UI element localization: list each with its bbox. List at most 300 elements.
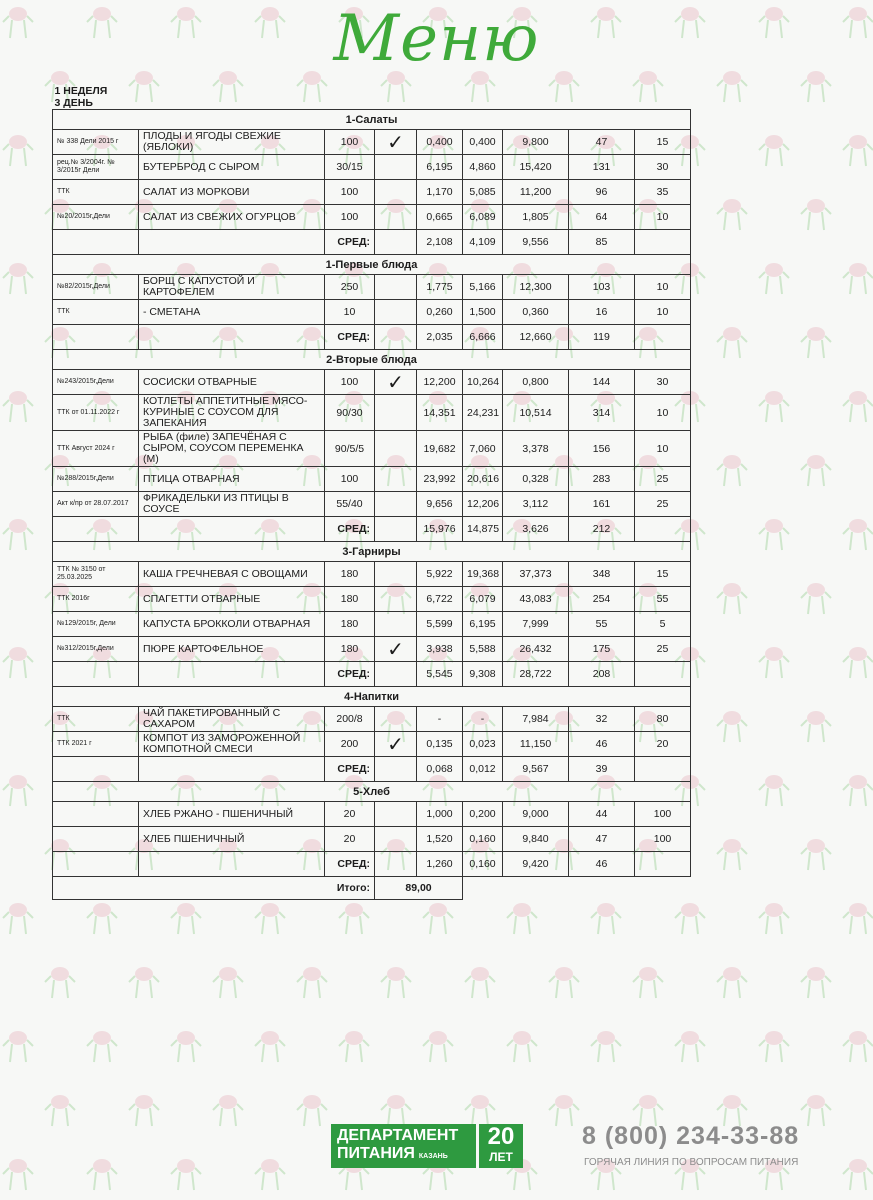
watermark-mascot-icon bbox=[507, 1031, 537, 1062]
recipe-ref: №312/2015г,Дели bbox=[53, 637, 139, 662]
recipe-ref: Акт к/пр от 28.07.2017 bbox=[53, 492, 139, 517]
watermark-mascot-icon bbox=[717, 839, 747, 870]
empty-cell bbox=[53, 852, 139, 877]
recipe-ref: ТТК № 3150 от 25.03.2025 bbox=[53, 562, 139, 587]
price-value: 20 bbox=[635, 732, 691, 757]
watermark-mascot-icon bbox=[87, 1159, 117, 1190]
avg-carbs: 9,567 bbox=[503, 757, 569, 782]
kcal-value: 64 bbox=[569, 205, 635, 230]
watermark-mascot-icon bbox=[843, 775, 873, 806]
price-value: 80 bbox=[635, 707, 691, 732]
portion: 100 bbox=[325, 370, 375, 395]
protein-value: 23,992 bbox=[417, 467, 463, 492]
dish-name: ХЛЕБ ПШЕНИЧНЫЙ bbox=[139, 827, 325, 852]
menu-item-row bbox=[53, 467, 691, 492]
protein-value: 1,520 bbox=[417, 827, 463, 852]
menu-item-row bbox=[53, 275, 691, 300]
dish-name: САЛАТ ИЗ МОРКОВИ bbox=[139, 180, 325, 205]
portion: 100 bbox=[325, 180, 375, 205]
watermark-mascot-icon bbox=[465, 967, 495, 998]
watermark-mascot-icon bbox=[675, 1031, 705, 1062]
empty-cell bbox=[375, 757, 417, 782]
price-value: 25 bbox=[635, 467, 691, 492]
carbs-value: 3,112 bbox=[503, 492, 569, 517]
kcal-value: 144 bbox=[569, 370, 635, 395]
protein-value: 5,922 bbox=[417, 562, 463, 587]
recipe-ref: №288/2015г,Дели bbox=[53, 467, 139, 492]
kcal-value: 55 bbox=[569, 612, 635, 637]
carbs-value: 10,514 bbox=[503, 395, 569, 431]
avg-fat: 4,109 bbox=[463, 230, 503, 255]
menu-item-row bbox=[53, 827, 691, 852]
watermark-mascot-icon bbox=[423, 903, 453, 934]
watermark-mascot-icon bbox=[171, 1031, 201, 1062]
avg-fat: 6,666 bbox=[463, 325, 503, 350]
section-title: 5-Хлеб bbox=[53, 782, 691, 802]
recipe-ref: №243/2015г,Дели bbox=[53, 370, 139, 395]
watermark-mascot-icon bbox=[759, 1031, 789, 1062]
fat-value: 0,400 bbox=[463, 130, 503, 155]
average-row bbox=[53, 757, 691, 782]
avg-kcal: 212 bbox=[569, 517, 635, 542]
watermark-mascot-icon bbox=[801, 967, 831, 998]
dish-name: ХЛЕБ РЖАНО - ПШЕНИЧНЫЙ bbox=[139, 802, 325, 827]
carbs-value: 9,000 bbox=[503, 802, 569, 827]
portion: 180 bbox=[325, 612, 375, 637]
dish-name: КОТЛЕТЫ АППЕТИТНЫЕ МЯСО-КУРИНЫЕ С СОУСОМ ДЛЯ ЗАПЕКАНИЯ bbox=[139, 395, 325, 431]
kcal-value: 103 bbox=[569, 275, 635, 300]
fat-value: 7,060 bbox=[463, 431, 503, 467]
fat-value: 0,023 bbox=[463, 732, 503, 757]
check-mark-icon: ✓ bbox=[375, 732, 417, 757]
watermark-mascot-icon bbox=[591, 1031, 621, 1062]
recipe-ref: ТТК 2016г bbox=[53, 587, 139, 612]
average-row bbox=[53, 325, 691, 350]
carbs-value: 15,420 bbox=[503, 155, 569, 180]
watermark-mascot-icon bbox=[213, 1095, 243, 1126]
total-label: Итого: bbox=[53, 877, 375, 900]
avg-carbs: 9,556 bbox=[503, 230, 569, 255]
recipe-ref: ТТК bbox=[53, 300, 139, 325]
watermark-mascot-icon bbox=[633, 967, 663, 998]
menu-item-row bbox=[53, 802, 691, 827]
menu-item-row bbox=[53, 492, 691, 517]
protein-value: 0,135 bbox=[417, 732, 463, 757]
empty-cell bbox=[635, 325, 691, 350]
price-value: 10 bbox=[635, 275, 691, 300]
empty-cell bbox=[635, 230, 691, 255]
watermark-mascot-icon bbox=[843, 135, 873, 166]
logo-line1: ДЕПАРТАМЕНТ bbox=[337, 1127, 459, 1144]
avg-fat: 0,160 bbox=[463, 852, 503, 877]
fat-value: 12,206 bbox=[463, 492, 503, 517]
average-label: СРЕД: bbox=[325, 325, 375, 350]
protein-value: 0,400 bbox=[417, 130, 463, 155]
watermark-mascot-icon bbox=[3, 775, 33, 806]
watermark-mascot-icon bbox=[801, 839, 831, 870]
watermark-mascot-icon bbox=[45, 967, 75, 998]
menu-item-row bbox=[53, 205, 691, 230]
mark-cell bbox=[375, 492, 417, 517]
watermark-mascot-icon bbox=[759, 775, 789, 806]
mark-cell bbox=[375, 467, 417, 492]
price-value: 55 bbox=[635, 587, 691, 612]
watermark-mascot-icon bbox=[843, 647, 873, 678]
fat-value: 5,085 bbox=[463, 180, 503, 205]
watermark-mascot-icon bbox=[759, 263, 789, 294]
portion: 180 bbox=[325, 587, 375, 612]
empty-cell bbox=[139, 662, 325, 687]
watermark-mascot-icon bbox=[801, 199, 831, 230]
section-title: 2-Вторые блюда bbox=[53, 350, 691, 370]
mark-cell bbox=[375, 300, 417, 325]
watermark-mascot-icon bbox=[759, 903, 789, 934]
carbs-value: 3,378 bbox=[503, 431, 569, 467]
portion: 180 bbox=[325, 562, 375, 587]
recipe-ref: ТТК Август 2024 г bbox=[53, 431, 139, 467]
mark-cell bbox=[375, 707, 417, 732]
kcal-value: 348 bbox=[569, 562, 635, 587]
recipe-ref: ТТК bbox=[53, 180, 139, 205]
recipe-ref: №129/2015г, Дели bbox=[53, 612, 139, 637]
fat-value: 0,200 bbox=[463, 802, 503, 827]
dish-name: ФРИКАДЕЛЬКИ ИЗ ПТИЦЫ В СОУСЕ bbox=[139, 492, 325, 517]
watermark-mascot-icon bbox=[717, 327, 747, 358]
carbs-value: 1,805 bbox=[503, 205, 569, 230]
fat-value: 6,195 bbox=[463, 612, 503, 637]
empty-cell bbox=[375, 852, 417, 877]
kcal-value: 16 bbox=[569, 300, 635, 325]
menu-item-row bbox=[53, 370, 691, 395]
protein-value: 9,656 bbox=[417, 492, 463, 517]
dish-name: КАША ГРЕЧНЕВАЯ С ОВОЩАМИ bbox=[139, 562, 325, 587]
kcal-value: 283 bbox=[569, 467, 635, 492]
avg-fat: 9,308 bbox=[463, 662, 503, 687]
protein-value: 1,000 bbox=[417, 802, 463, 827]
fat-value: 19,368 bbox=[463, 562, 503, 587]
avg-protein: 2,035 bbox=[417, 325, 463, 350]
empty-cell bbox=[53, 230, 139, 255]
avg-kcal: 39 bbox=[569, 757, 635, 782]
anniversary-badge bbox=[479, 1124, 523, 1168]
recipe-ref bbox=[53, 802, 139, 827]
menu-item-row bbox=[53, 395, 691, 431]
price-value: 15 bbox=[635, 562, 691, 587]
empty-cell bbox=[139, 757, 325, 782]
mark-cell bbox=[375, 155, 417, 180]
price-value: 10 bbox=[635, 431, 691, 467]
kcal-value: 44 bbox=[569, 802, 635, 827]
watermark-mascot-icon bbox=[3, 135, 33, 166]
carbs-value: 9,840 bbox=[503, 827, 569, 852]
watermark-mascot-icon bbox=[423, 1031, 453, 1062]
mark-cell bbox=[375, 180, 417, 205]
carbs-value: 43,083 bbox=[503, 587, 569, 612]
menu-item-row bbox=[53, 612, 691, 637]
empty-cell bbox=[53, 325, 139, 350]
empty-cell bbox=[53, 662, 139, 687]
menu-item-row bbox=[53, 707, 691, 732]
watermark-mascot-icon bbox=[675, 903, 705, 934]
kcal-value: 32 bbox=[569, 707, 635, 732]
mark-cell bbox=[375, 395, 417, 431]
average-row bbox=[53, 662, 691, 687]
avg-protein: 1,260 bbox=[417, 852, 463, 877]
section-header bbox=[53, 255, 691, 275]
kcal-value: 161 bbox=[569, 492, 635, 517]
dish-name: КАПУСТА БРОККОЛИ ОТВАРНАЯ bbox=[139, 612, 325, 637]
total-value: 89,00 bbox=[375, 877, 463, 900]
watermark-mascot-icon bbox=[843, 519, 873, 550]
avg-carbs: 12,660 bbox=[503, 325, 569, 350]
portion: 100 bbox=[325, 205, 375, 230]
watermark-mascot-icon bbox=[717, 583, 747, 614]
protein-value: 1,775 bbox=[417, 275, 463, 300]
price-value: 25 bbox=[635, 637, 691, 662]
protein-value: 5,599 bbox=[417, 612, 463, 637]
menu-item-row bbox=[53, 562, 691, 587]
watermark-mascot-icon bbox=[3, 1031, 33, 1062]
mark-cell bbox=[375, 587, 417, 612]
section-title: 1-Салаты bbox=[53, 110, 691, 130]
watermark-mascot-icon bbox=[843, 903, 873, 934]
watermark-mascot-icon bbox=[3, 1159, 33, 1190]
empty-cell bbox=[53, 757, 139, 782]
fat-value: 0,160 bbox=[463, 827, 503, 852]
section-title: 3-Гарниры bbox=[53, 542, 691, 562]
section-title: 4-Напитки bbox=[53, 687, 691, 707]
recipe-ref: ТТК от 01.11.2022 г bbox=[53, 395, 139, 431]
fat-value: 1,500 bbox=[463, 300, 503, 325]
watermark-mascot-icon bbox=[801, 711, 831, 742]
avg-fat: 14,875 bbox=[463, 517, 503, 542]
price-value: 5 bbox=[635, 612, 691, 637]
avg-protein: 5,545 bbox=[417, 662, 463, 687]
carbs-value: 0,328 bbox=[503, 467, 569, 492]
recipe-ref: № 338 Дели 2015 г bbox=[53, 130, 139, 155]
menu-item-row bbox=[53, 155, 691, 180]
price-value: 10 bbox=[635, 395, 691, 431]
day-label: 3 ДЕНЬ bbox=[54, 97, 93, 109]
average-row bbox=[53, 517, 691, 542]
watermark-mascot-icon bbox=[801, 327, 831, 358]
mark-cell bbox=[375, 612, 417, 637]
average-label: СРЕД: bbox=[325, 230, 375, 255]
carbs-value: 26,432 bbox=[503, 637, 569, 662]
anniversary-number: 20 bbox=[487, 1123, 515, 1150]
kcal-value: 131 bbox=[569, 155, 635, 180]
fat-value: 4,860 bbox=[463, 155, 503, 180]
kcal-value: 47 bbox=[569, 827, 635, 852]
protein-value: 0,260 bbox=[417, 300, 463, 325]
section-header bbox=[53, 350, 691, 370]
kcal-value: 156 bbox=[569, 431, 635, 467]
price-value: 30 bbox=[635, 155, 691, 180]
carbs-value: 7,984 bbox=[503, 707, 569, 732]
portion: 200 bbox=[325, 732, 375, 757]
portion: 100 bbox=[325, 467, 375, 492]
price-value: 25 bbox=[635, 492, 691, 517]
protein-value: 3,938 bbox=[417, 637, 463, 662]
recipe-ref: №20/2015г,Дели bbox=[53, 205, 139, 230]
protein-value: 19,682 bbox=[417, 431, 463, 467]
carbs-value: 11,200 bbox=[503, 180, 569, 205]
average-label: СРЕД: bbox=[325, 517, 375, 542]
empty-cell bbox=[139, 517, 325, 542]
empty-cell bbox=[635, 852, 691, 877]
avg-kcal: 46 bbox=[569, 852, 635, 877]
protein-value: 6,722 bbox=[417, 587, 463, 612]
empty-cell bbox=[635, 517, 691, 542]
fat-value: 6,089 bbox=[463, 205, 503, 230]
average-label: СРЕД: bbox=[325, 662, 375, 687]
protein-value: 14,351 bbox=[417, 395, 463, 431]
watermark-mascot-icon bbox=[3, 647, 33, 678]
average-row bbox=[53, 852, 691, 877]
fat-value: 24,231 bbox=[463, 395, 503, 431]
menu-table bbox=[52, 85, 691, 900]
fat-value: 20,616 bbox=[463, 467, 503, 492]
watermark-mascot-icon bbox=[171, 1159, 201, 1190]
watermark-mascot-icon bbox=[297, 1095, 327, 1126]
watermark-mascot-icon bbox=[759, 135, 789, 166]
kcal-value: 96 bbox=[569, 180, 635, 205]
empty-cell bbox=[375, 517, 417, 542]
protein-value: - bbox=[417, 707, 463, 732]
portion: 90/30 bbox=[325, 395, 375, 431]
avg-protein: 0,068 bbox=[417, 757, 463, 782]
dish-name: БУТЕРБРОД С СЫРОМ bbox=[139, 155, 325, 180]
watermark-mascot-icon bbox=[129, 967, 159, 998]
watermark-mascot-icon bbox=[843, 263, 873, 294]
watermark-mascot-icon bbox=[255, 903, 285, 934]
watermark-mascot-icon bbox=[255, 1159, 285, 1190]
empty-cell bbox=[139, 325, 325, 350]
mark-cell bbox=[375, 275, 417, 300]
check-mark-icon: ✓ bbox=[375, 130, 417, 155]
mark-cell bbox=[375, 827, 417, 852]
empty-cell bbox=[375, 662, 417, 687]
watermark-mascot-icon bbox=[339, 903, 369, 934]
portion: 100 bbox=[325, 130, 375, 155]
empty-cell bbox=[635, 662, 691, 687]
carbs-value: 11,150 bbox=[503, 732, 569, 757]
kcal-value: 314 bbox=[569, 395, 635, 431]
section-header bbox=[53, 110, 691, 130]
portion: 55/40 bbox=[325, 492, 375, 517]
average-label: СРЕД: bbox=[325, 852, 375, 877]
portion: 90/5/5 bbox=[325, 431, 375, 467]
kcal-value: 47 bbox=[569, 130, 635, 155]
watermark-mascot-icon bbox=[171, 903, 201, 934]
avg-protein: 15,976 bbox=[417, 517, 463, 542]
dish-name: ПТИЦА ОТВАРНАЯ bbox=[139, 467, 325, 492]
logo-line2: ПИТАНИЯ bbox=[337, 1145, 415, 1162]
watermark-mascot-icon bbox=[759, 519, 789, 550]
watermark-mascot-icon bbox=[843, 391, 873, 422]
dish-name: КОМПОТ ИЗ ЗАМОРОЖЕННОЙ КОМПОТНОЙ СМЕСИ bbox=[139, 732, 325, 757]
watermark-mascot-icon bbox=[45, 1095, 75, 1126]
empty-cell bbox=[375, 325, 417, 350]
portion: 180 bbox=[325, 637, 375, 662]
mark-cell bbox=[375, 562, 417, 587]
portion: 30/15 bbox=[325, 155, 375, 180]
watermark-mascot-icon bbox=[87, 1031, 117, 1062]
watermark-mascot-icon bbox=[759, 391, 789, 422]
check-mark-icon: ✓ bbox=[375, 637, 417, 662]
watermark-mascot-icon bbox=[129, 1095, 159, 1126]
price-value: 10 bbox=[635, 205, 691, 230]
protein-value: 0,665 bbox=[417, 205, 463, 230]
recipe-ref bbox=[53, 827, 139, 852]
protein-value: 6,195 bbox=[417, 155, 463, 180]
anniversary-word: ЛЕТ bbox=[489, 1150, 513, 1164]
avg-protein: 2,108 bbox=[417, 230, 463, 255]
total-row bbox=[53, 877, 691, 900]
recipe-ref: №82/2015г,Дели bbox=[53, 275, 139, 300]
section-header bbox=[53, 542, 691, 562]
watermark-mascot-icon bbox=[801, 1095, 831, 1126]
mark-cell bbox=[375, 431, 417, 467]
mark-cell bbox=[375, 802, 417, 827]
recipe-ref: ТТК 2021 г bbox=[53, 732, 139, 757]
portion: 200/8 bbox=[325, 707, 375, 732]
price-value: 100 bbox=[635, 827, 691, 852]
dish-name: БОРЩ С КАПУСТОЙ И КАРТОФЕЛЕМ bbox=[139, 275, 325, 300]
carbs-value: 7,999 bbox=[503, 612, 569, 637]
avg-kcal: 119 bbox=[569, 325, 635, 350]
dish-name: СОСИСКИ ОТВАРНЫЕ bbox=[139, 370, 325, 395]
dept-logo bbox=[331, 1124, 523, 1168]
page-title: Меню bbox=[333, 2, 540, 76]
empty-cell bbox=[463, 877, 691, 900]
watermark-mascot-icon bbox=[549, 1095, 579, 1126]
watermark-mascot-icon bbox=[801, 583, 831, 614]
week-label: 1 НЕДЕЛЯ bbox=[54, 85, 108, 97]
section-header bbox=[53, 687, 691, 707]
portion: 20 bbox=[325, 802, 375, 827]
logo-city: КАЗАНЬ bbox=[418, 1153, 448, 1160]
fat-value: 10,264 bbox=[463, 370, 503, 395]
fat-value: 5,588 bbox=[463, 637, 503, 662]
empty-cell bbox=[53, 517, 139, 542]
protein-value: 12,200 bbox=[417, 370, 463, 395]
dish-name: РЫБА (филе) ЗАПЕЧЁНАЯ С СЫРОМ, СОУСОМ ПЕРЕМЕНКА (М) bbox=[139, 431, 325, 467]
menu-item-row bbox=[53, 637, 691, 662]
hotline-phone: 8 (800) 234-33-88 bbox=[582, 1122, 800, 1150]
price-value: 15 bbox=[635, 130, 691, 155]
watermark-mascot-icon bbox=[339, 1031, 369, 1062]
watermark-mascot-icon bbox=[549, 967, 579, 998]
empty-cell bbox=[139, 230, 325, 255]
watermark-mascot-icon bbox=[801, 455, 831, 486]
kcal-value: 46 bbox=[569, 732, 635, 757]
carbs-value: 37,373 bbox=[503, 562, 569, 587]
mark-cell bbox=[375, 205, 417, 230]
watermark-mascot-icon bbox=[3, 903, 33, 934]
avg-kcal: 208 bbox=[569, 662, 635, 687]
fat-value: - bbox=[463, 707, 503, 732]
kcal-value: 175 bbox=[569, 637, 635, 662]
empty-cell bbox=[635, 757, 691, 782]
section-title: 1-Первые блюда bbox=[53, 255, 691, 275]
portion: 10 bbox=[325, 300, 375, 325]
average-label: СРЕД: bbox=[325, 757, 375, 782]
dish-name: - СМЕТАНА bbox=[139, 300, 325, 325]
fat-value: 6,079 bbox=[463, 587, 503, 612]
dish-name: ПЛОДЫ И ЯГОДЫ СВЕЖИЕ (ЯБЛОКИ) bbox=[139, 130, 325, 155]
watermark-mascot-icon bbox=[297, 967, 327, 998]
